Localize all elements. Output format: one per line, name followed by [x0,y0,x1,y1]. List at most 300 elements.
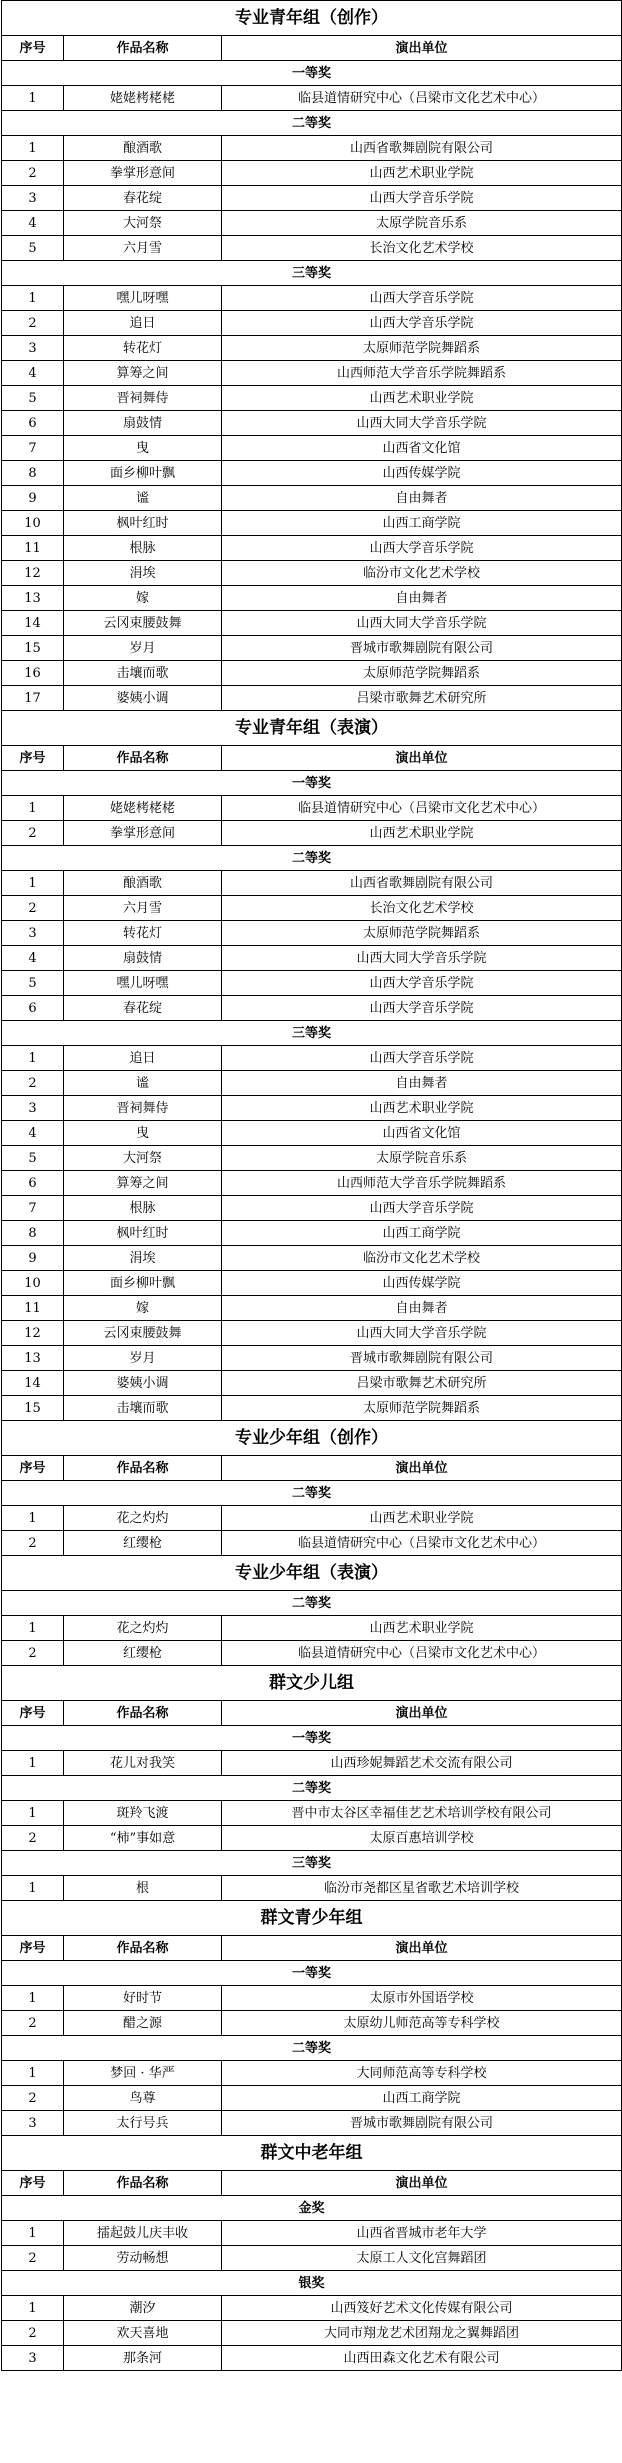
entry-number: 2 [2,311,64,336]
table-row [2,386,622,411]
table-row [2,136,622,161]
table-row [2,1271,622,1296]
work-title: 算筹之间 [64,361,222,386]
table-row [2,1296,622,1321]
section-title: 专业青年组（表演） [2,711,622,746]
work-title: 春花绽 [64,186,222,211]
work-title: 嘿儿呀嘿 [64,286,222,311]
column-header-row [2,1936,622,1961]
table-row [2,1246,622,1271]
performing-unit: 山西师范大学音乐学院舞蹈系 [222,361,622,386]
award-level-row [2,261,622,286]
column-header-unit: 演出单位 [222,1936,622,1961]
work-title: 晋祠舞侍 [64,1096,222,1121]
entry-number: 16 [2,661,64,686]
entry-number: 2 [2,2321,64,2346]
table-row [2,2296,622,2321]
performing-unit: 山西大学音乐学院 [222,1196,622,1221]
award-level-label: 二等奖 [2,1481,622,1506]
entry-number: 11 [2,1296,64,1321]
table-row [2,2221,622,2246]
performing-unit: 山西传媒学院 [222,1271,622,1296]
performing-unit: 太原幼儿师范高等专科学校 [222,2011,622,2036]
table-row [2,871,622,896]
entry-number: 12 [2,561,64,586]
work-title: 大河祭 [64,1146,222,1171]
work-title: 好时节 [64,1986,222,2011]
entry-number: 1 [2,1751,64,1776]
column-header-unit: 演出单位 [222,36,622,61]
entry-number: 1 [2,86,64,111]
table-row [2,661,622,686]
entry-number: 1 [2,1801,64,1826]
entry-number: 10 [2,511,64,536]
table-row [2,1986,622,2011]
work-title: 面乡柳叶飘 [64,1271,222,1296]
work-title: 嫁 [64,586,222,611]
entry-number: 14 [2,611,64,636]
table-row [2,636,622,661]
performing-unit: 山西省文化馆 [222,436,622,461]
table-row [2,1876,622,1901]
award-level-row [2,2036,622,2061]
work-title: 婆姨小调 [64,1371,222,1396]
column-header-no: 序号 [2,2171,64,2196]
entry-number: 1 [2,2296,64,2321]
work-title: 曳 [64,436,222,461]
performing-unit: 山西大同大学音乐学院 [222,1321,622,1346]
performing-unit: 山西省歌舞剧院有限公司 [222,871,622,896]
performing-unit: 临县道情研究中心（吕梁市文化艺术中心） [222,1531,622,1556]
performing-unit: 山西艺术职业学院 [222,386,622,411]
performing-unit: 晋城市歌舞剧院有限公司 [222,2111,622,2136]
work-title: 拳掌形意间 [64,821,222,846]
performing-unit: 太原师范学院舞蹈系 [222,1396,622,1421]
column-header-no: 序号 [2,1456,64,1481]
work-title: 谧 [64,1071,222,1096]
performing-unit: 长治文化艺术学校 [222,896,622,921]
entry-number: 6 [2,1171,64,1196]
award-level-label: 二等奖 [2,111,622,136]
work-title: 枫叶红时 [64,1221,222,1246]
performing-unit: 吕梁市歌舞艺术研究所 [222,1371,622,1396]
award-level-label: 二等奖 [2,2036,622,2061]
work-title: 算筹之间 [64,1171,222,1196]
performing-unit: 临县道情研究中心（吕梁市文化艺术中心） [222,1641,622,1666]
entry-number: 4 [2,211,64,236]
table-row [2,1046,622,1071]
table-row [2,486,622,511]
work-title: 谧 [64,486,222,511]
entry-number: 2 [2,161,64,186]
work-title: 转花灯 [64,921,222,946]
work-title: 醋之源 [64,2011,222,2036]
performing-unit: 山西大同大学音乐学院 [222,611,622,636]
performing-unit: 山西大同大学音乐学院 [222,411,622,436]
work-title: 扇鼓情 [64,411,222,436]
performing-unit: 太原学院音乐系 [222,1146,622,1171]
work-title: 红缨枪 [64,1531,222,1556]
table-row [2,1146,622,1171]
table-row [2,286,622,311]
table-row [2,536,622,561]
table-row [2,1506,622,1531]
column-header-row [2,1701,622,1726]
award-table-body [2,1,622,2371]
work-title: “柿”事如意 [64,1826,222,1851]
table-row [2,511,622,536]
table-row [2,896,622,921]
performing-unit: 山西大学音乐学院 [222,996,622,1021]
performing-unit: 山西传媒学院 [222,461,622,486]
entry-number: 17 [2,686,64,711]
performing-unit: 山西大学音乐学院 [222,311,622,336]
work-title: 云冈束腰鼓舞 [64,1321,222,1346]
performing-unit: 山西笈好艺术文化传媒有限公司 [222,2296,622,2321]
performing-unit: 自由舞者 [222,486,622,511]
entry-number: 2 [2,2086,64,2111]
award-level-label: 一等奖 [2,1726,622,1751]
section-title: 群文中老年组 [2,2136,622,2171]
entry-number: 1 [2,2061,64,2086]
entry-number: 1 [2,796,64,821]
table-row [2,996,622,1021]
work-title: 涓埃 [64,561,222,586]
performing-unit: 自由舞者 [222,1296,622,1321]
entry-number: 6 [2,411,64,436]
work-title: 姥姥栲栳栳 [64,86,222,111]
work-title: 云冈束腰鼓舞 [64,611,222,636]
performing-unit: 临汾市尧都区星省歌艺术培训学校 [222,1876,622,1901]
performing-unit: 晋中市太谷区幸福佳艺艺术培训学校有限公司 [222,1801,622,1826]
work-title: 梦回 · 华严 [64,2061,222,2086]
table-row [2,2061,622,2086]
entry-number: 2 [2,1641,64,1666]
column-header-name: 作品名称 [64,1456,222,1481]
column-header-row [2,1456,622,1481]
work-title: 扇鼓情 [64,946,222,971]
work-title: 花之灼灼 [64,1506,222,1531]
performing-unit: 临县道情研究中心（吕梁市文化艺术中心） [222,86,622,111]
work-title: 岁月 [64,636,222,661]
section-title-row [2,1,622,36]
performing-unit: 山西省文化馆 [222,1121,622,1146]
performing-unit: 太原学院音乐系 [222,211,622,236]
performing-unit: 山西大学音乐学院 [222,286,622,311]
award-level-label: 三等奖 [2,1021,622,1046]
column-header-name: 作品名称 [64,2171,222,2196]
entry-number: 11 [2,536,64,561]
award-level-row [2,1021,622,1046]
award-level-label: 二等奖 [2,1591,622,1616]
performing-unit: 吕梁市歌舞艺术研究所 [222,686,622,711]
award-level-row [2,2271,622,2296]
performing-unit: 山西大学音乐学院 [222,536,622,561]
work-title: 斑羚飞渡 [64,1801,222,1826]
table-row [2,436,622,461]
section-title-row [2,1666,622,1701]
award-level-label: 三等奖 [2,1851,622,1876]
entry-number: 1 [2,1616,64,1641]
work-title: 转花灯 [64,336,222,361]
table-row [2,86,622,111]
award-level-row [2,1776,622,1801]
entry-number: 4 [2,1121,64,1146]
table-row [2,561,622,586]
award-level-row [2,61,622,86]
work-title: 根脉 [64,536,222,561]
work-title: 那条河 [64,2346,222,2371]
award-level-label: 一等奖 [2,1961,622,1986]
entry-number: 3 [2,921,64,946]
table-row [2,921,622,946]
table-row [2,1071,622,1096]
work-title: 根 [64,1876,222,1901]
award-level-row [2,1481,622,1506]
table-row [2,1171,622,1196]
work-title: 酿酒歌 [64,136,222,161]
table-row [2,1801,622,1826]
performing-unit: 山西艺术职业学院 [222,1096,622,1121]
column-header-no: 序号 [2,746,64,771]
award-level-label: 金奖 [2,2196,622,2221]
table-row [2,1371,622,1396]
entry-number: 7 [2,436,64,461]
performing-unit: 山西大学音乐学院 [222,971,622,996]
entry-number: 4 [2,946,64,971]
table-row [2,1096,622,1121]
section-title: 群文青少年组 [2,1901,622,1936]
entry-number: 1 [2,1876,64,1901]
table-row [2,2111,622,2136]
table-row [2,211,622,236]
work-title: 击壤而歌 [64,1396,222,1421]
entry-number: 13 [2,1346,64,1371]
work-title: 姥姥栲栳栳 [64,796,222,821]
column-header-name: 作品名称 [64,746,222,771]
work-title: 晋祠舞侍 [64,386,222,411]
award-level-row [2,111,622,136]
section-title: 专业少年组（创作） [2,1421,622,1456]
performing-unit: 太原工人文化宫舞蹈团 [222,2246,622,2271]
column-header-name: 作品名称 [64,1701,222,1726]
table-row [2,1641,622,1666]
performing-unit: 太原师范学院舞蹈系 [222,336,622,361]
performing-unit: 自由舞者 [222,586,622,611]
column-header-no: 序号 [2,1936,64,1961]
entry-number: 3 [2,336,64,361]
work-title: 六月雪 [64,896,222,921]
entry-number: 2 [2,821,64,846]
work-title: 大河祭 [64,211,222,236]
table-row [2,1196,622,1221]
work-title: 岁月 [64,1346,222,1371]
performing-unit: 山西工商学院 [222,511,622,536]
work-title: 花儿对我笑 [64,1751,222,1776]
table-row [2,821,622,846]
entry-number: 9 [2,1246,64,1271]
table-row [2,236,622,261]
award-level-row [2,1591,622,1616]
performing-unit: 大同师范高等专科学校 [222,2061,622,2086]
award-level-row [2,2196,622,2221]
table-row [2,461,622,486]
column-header-name: 作品名称 [64,36,222,61]
work-title: 嫁 [64,1296,222,1321]
column-header-unit: 演出单位 [222,1456,622,1481]
table-row [2,2346,622,2371]
entry-number: 2 [2,2246,64,2271]
entry-number: 5 [2,971,64,996]
table-row [2,1221,622,1246]
entry-number: 15 [2,1396,64,1421]
award-level-label: 三等奖 [2,261,622,286]
table-row [2,361,622,386]
entry-number: 2 [2,896,64,921]
entry-number: 2 [2,1531,64,1556]
award-table [1,0,622,2371]
performing-unit: 山西大学音乐学院 [222,1046,622,1071]
column-header-no: 序号 [2,36,64,61]
table-row [2,1321,622,1346]
column-header-row [2,2171,622,2196]
section-title-row [2,1901,622,1936]
performing-unit: 山西大同大学音乐学院 [222,946,622,971]
table-row [2,686,622,711]
work-title: 面乡柳叶飘 [64,461,222,486]
work-title: 太行号兵 [64,2111,222,2136]
entry-number: 5 [2,386,64,411]
performing-unit: 山西田森文化艺术有限公司 [222,2346,622,2371]
entry-number: 8 [2,1221,64,1246]
award-level-label: 银奖 [2,2271,622,2296]
award-level-label: 二等奖 [2,1776,622,1801]
table-row [2,1826,622,1851]
entry-number: 5 [2,236,64,261]
entry-number: 4 [2,361,64,386]
table-row [2,611,622,636]
entry-number: 2 [2,1826,64,1851]
table-row [2,2321,622,2346]
performing-unit: 临汾市文化艺术学校 [222,1246,622,1271]
award-level-row [2,1851,622,1876]
column-header-unit: 演出单位 [222,746,622,771]
table-row [2,311,622,336]
work-title: 追日 [64,311,222,336]
entry-number: 13 [2,586,64,611]
performing-unit: 山西师范大学音乐学院舞蹈系 [222,1171,622,1196]
performing-unit: 山西珍妮舞蹈艺术交流有限公司 [222,1751,622,1776]
award-level-row [2,846,622,871]
work-title: 击壤而歌 [64,661,222,686]
performing-unit: 大同市翔龙艺术团翔龙之翼舞蹈团 [222,2321,622,2346]
entry-number: 7 [2,1196,64,1221]
entry-number: 9 [2,486,64,511]
work-title: 拳掌形意间 [64,161,222,186]
performing-unit: 山西艺术职业学院 [222,821,622,846]
performing-unit: 山西艺术职业学院 [222,1616,622,1641]
work-title: 婆姨小调 [64,686,222,711]
performing-unit: 山西艺术职业学院 [222,1506,622,1531]
work-title: 擂起鼓儿庆丰收 [64,2221,222,2246]
table-row [2,186,622,211]
work-title: 六月雪 [64,236,222,261]
performing-unit: 太原师范学院舞蹈系 [222,921,622,946]
award-level-label: 二等奖 [2,846,622,871]
award-level-row [2,1726,622,1751]
performing-unit: 山西工商学院 [222,2086,622,2111]
performing-unit: 自由舞者 [222,1071,622,1096]
work-title: 春花绽 [64,996,222,1021]
entry-number: 12 [2,1321,64,1346]
table-row [2,161,622,186]
column-header-name: 作品名称 [64,1936,222,1961]
entry-number: 10 [2,1271,64,1296]
performing-unit: 临汾市文化艺术学校 [222,561,622,586]
table-row [2,586,622,611]
section-title: 专业青年组（创作） [2,1,622,36]
table-row [2,2011,622,2036]
entry-number: 1 [2,136,64,161]
entry-number: 14 [2,1371,64,1396]
work-title: 枫叶红时 [64,511,222,536]
performing-unit: 山西省歌舞剧院有限公司 [222,136,622,161]
entry-number: 15 [2,636,64,661]
entry-number: 8 [2,461,64,486]
performing-unit: 太原师范学院舞蹈系 [222,661,622,686]
work-title: 欢天喜地 [64,2321,222,2346]
work-title: 劳动畅想 [64,2246,222,2271]
entry-number: 1 [2,1986,64,2011]
performing-unit: 山西省晋城市老年大学 [222,2221,622,2246]
work-title: 潮汐 [64,2296,222,2321]
performing-unit: 晋城市歌舞剧院有限公司 [222,636,622,661]
table-row [2,1531,622,1556]
table-row [2,971,622,996]
award-level-label: 一等奖 [2,61,622,86]
table-row [2,1396,622,1421]
table-row [2,2246,622,2271]
entry-number: 3 [2,186,64,211]
performing-unit: 山西工商学院 [222,1221,622,1246]
work-title: 根脉 [64,1196,222,1221]
entry-number: 3 [2,2346,64,2371]
work-title: 涓埃 [64,1246,222,1271]
work-title: 曳 [64,1121,222,1146]
award-list-document [1,0,621,2371]
table-row [2,946,622,971]
entry-number: 3 [2,1096,64,1121]
entry-number: 1 [2,286,64,311]
performing-unit: 太原市外国语学校 [222,1986,622,2011]
entry-number: 1 [2,1046,64,1071]
award-level-row [2,1961,622,1986]
entry-number: 2 [2,2011,64,2036]
table-row [2,336,622,361]
work-title: 花之灼灼 [64,1616,222,1641]
entry-number: 1 [2,1506,64,1531]
entry-number: 3 [2,2111,64,2136]
table-row [2,1751,622,1776]
performing-unit: 临县道情研究中心（吕梁市文化艺术中心） [222,796,622,821]
entry-number: 1 [2,871,64,896]
section-title-row [2,2136,622,2171]
table-row [2,796,622,821]
section-title-row [2,711,622,746]
performing-unit: 长治文化艺术学校 [222,236,622,261]
table-row [2,1616,622,1641]
performing-unit: 山西艺术职业学院 [222,161,622,186]
